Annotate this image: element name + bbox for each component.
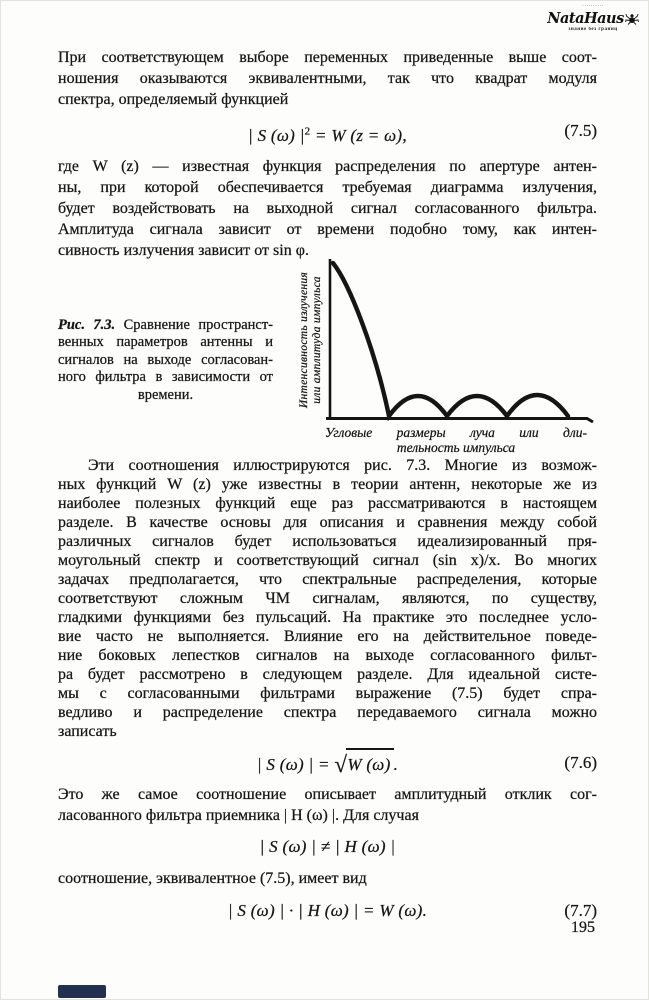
- figure-label: Рис. 7.3.: [58, 316, 116, 333]
- paragraph-1: [58, 47, 597, 110]
- formula-7-5: [58, 119, 597, 148]
- sqrt-icon: √: [334, 751, 348, 777]
- text-line: гладкими функциями без пульсаций. На практике это последнее усло-: [58, 608, 597, 626]
- equation-number-7-6: (7.6): [564, 752, 597, 772]
- paragraph-4: [58, 784, 597, 826]
- text-line: Это же самое соотношение описывает амплитудный отклик сог-: [58, 785, 597, 803]
- text-line: разделе. В качестве основы для описания и сравнения между собой: [58, 513, 597, 531]
- text-line: наиболее полезных функций еще раз рассматриваются в настоящем: [58, 494, 597, 512]
- spider-icon: [625, 12, 639, 26]
- text-line: времени.: [137, 386, 194, 403]
- text-line: моугольный спектр и соответствующий сигнал (sin x)/x. Во многих: [58, 551, 597, 569]
- text-line: Эти соотношения иллюстрируются рис. 7.3. Многие из возмож-: [88, 456, 597, 474]
- equation-number-7-5: (7.5): [564, 121, 597, 140]
- formula-7-7-body: | S (ω) | · | H (ω) | = W (ω).: [227, 900, 428, 920]
- figure-7-3: [58, 257, 597, 456]
- formula-inequality-body: | S (ω) | ≠ | H (ω) |: [259, 836, 396, 856]
- formula-inequality: [58, 835, 597, 859]
- formula-7-7: [58, 899, 597, 923]
- text-line: ношения оказываются эквивалентными, так что квадрат модуля: [58, 70, 597, 87]
- figure-caption-line: Рис. 7.3. Сравнение пространст-: [58, 316, 274, 333]
- text-line: При соответствующем выборе переменных приведенные выше соот-: [58, 49, 597, 66]
- footer-stamp: [58, 985, 106, 998]
- page-number: 195: [571, 919, 595, 936]
- text-line: тельность импульса: [396, 440, 516, 456]
- text-line: Амплитуда сигнала зависит от времени подобно тому, как интен-: [58, 220, 597, 238]
- text-line: Угловые размеры луча или дли-: [325, 424, 587, 440]
- formula-7-6-body: | S (ω) | = √W (ω) .: [257, 755, 398, 774]
- logo-microtext-top: ··········: [582, 4, 604, 9]
- x-axis-label: [325, 425, 587, 456]
- text-line: соответствуют сложным ЧМ сигналам, являются, по существу,: [58, 589, 597, 607]
- text-line: будет воздействовать на выходной сигнал согласованного фильтра.: [58, 199, 597, 217]
- sinc-curve-plot: [325, 257, 597, 423]
- text-line: ра будет рассмотрено в следующем разделе. Для идеальной систе-: [58, 665, 597, 683]
- text-line: ние боковых лепестков сигналов на выходе согласованного фильт-: [58, 646, 597, 664]
- text-line: ных функций W (z) уже известны в теории антенн, некоторые же из: [58, 475, 597, 493]
- text-line: где W (z) — известная функция распределения по апертуре антен-: [58, 157, 597, 175]
- text-line: вие часто не выполняется. Влияние его на действительное поведе-: [58, 627, 597, 645]
- figure-caption: [58, 257, 273, 456]
- logo-microtext-bottom: знание без границ: [568, 27, 618, 32]
- equation-number-7-7: (7.7): [564, 900, 597, 920]
- formula-7-6: [58, 748, 597, 780]
- figure-plot: [293, 257, 597, 456]
- y-axis-label: [298, 258, 324, 422]
- formula-7-5-body: | S (ω) $|^2 = W$ (z = ω),: [248, 125, 407, 145]
- paragraph-2: [58, 156, 597, 261]
- text-line: ласованного фильтра приемника | H (ω) |. Для случая: [58, 806, 419, 824]
- text-line: задачах предполагается, что спектральные распределения, которые: [58, 570, 597, 588]
- paragraph-3: [58, 456, 597, 741]
- logo-name: NataHaus: [547, 10, 624, 27]
- text-line: различных сигналов будет использоваться идеализированный пря-: [58, 532, 597, 550]
- text-line: соотношение, эквивалентное (7.5), имеет вид: [58, 869, 367, 887]
- text-line: спектра, определяемый функцией: [58, 91, 289, 108]
- text-line: сивность излучения зависит от sin φ.: [58, 241, 309, 259]
- text-line: ны, при которой обеспечивается требуемая диаграмма излучения,: [58, 178, 597, 196]
- text-line: ведливо и распределение спектра передаваемого сигнала можно: [58, 703, 597, 721]
- text-line: записать: [58, 722, 117, 740]
- text-line: Интенсивность излучения: [298, 271, 310, 408]
- text-line: сигналов на выходе согласован-: [58, 351, 273, 368]
- text-line: или амплитуда импульса: [311, 275, 323, 404]
- text-line: мы с согласованными фильтрами выражение (7.5) будет спра-: [58, 684, 597, 702]
- nata-haus-logo: [546, 4, 640, 33]
- text-line: ного фильтра в зависимости от: [58, 369, 273, 386]
- text-line: венных параметров антенны и: [58, 334, 273, 351]
- paragraph-5: [58, 868, 597, 889]
